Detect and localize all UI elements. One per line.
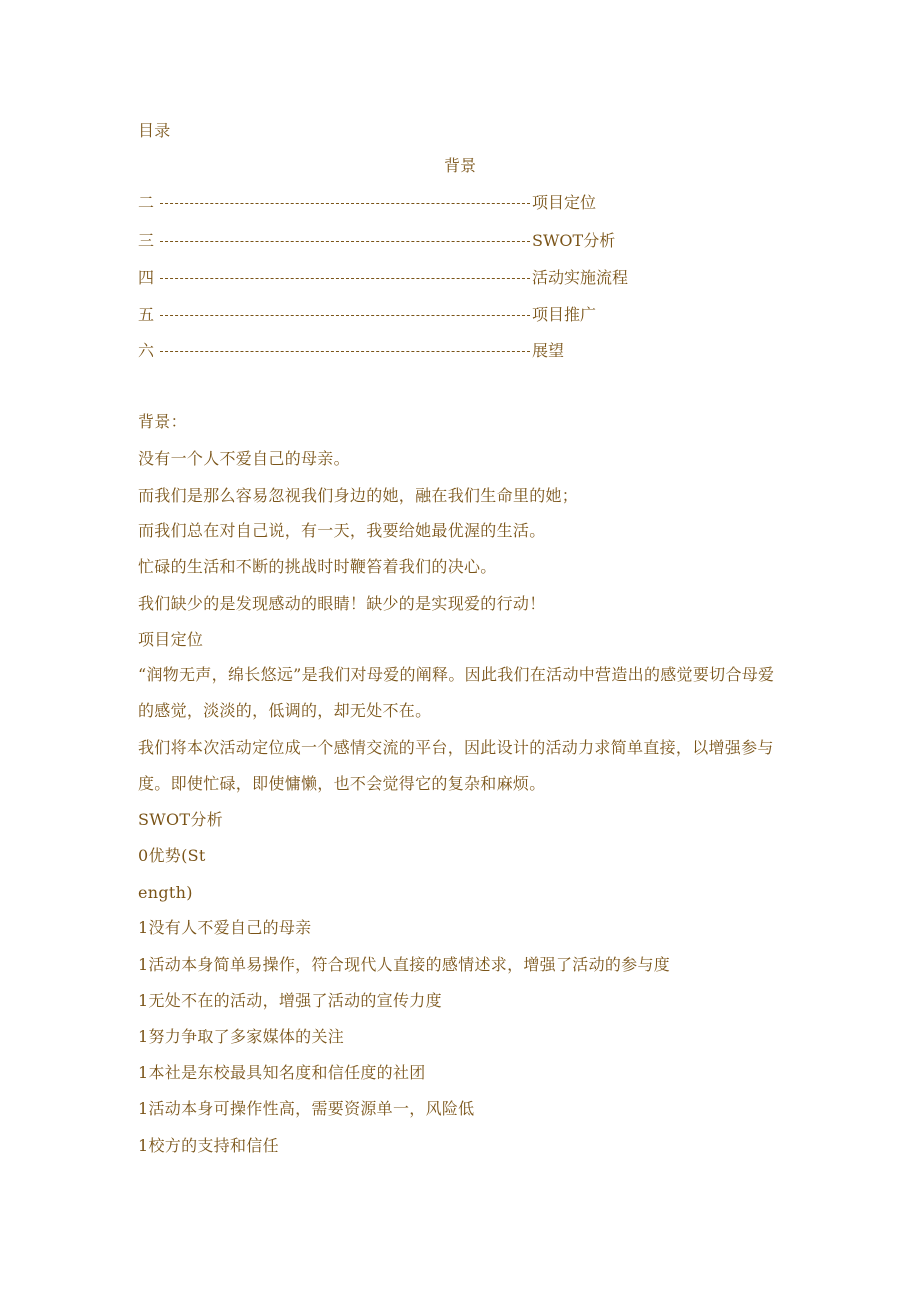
- swot-strength-label-cont: ength): [138, 883, 193, 902]
- toc-item-title: 项目定位: [532, 193, 597, 212]
- toc-item-number: 二: [138, 193, 155, 212]
- toc-item-number: 三: [138, 231, 155, 250]
- toc-leader-dashes: [160, 351, 530, 352]
- toc-leader-dashes: [160, 241, 530, 242]
- toc-leader-dashes: [160, 278, 530, 279]
- toc-heading: 目录: [138, 121, 171, 140]
- toc-item-number: 六: [138, 341, 155, 360]
- background-line: 而我们是那么容易忽视我们身边的她，融在我们生命里的她；: [138, 486, 579, 505]
- positioning-heading: 项目定位: [138, 630, 204, 649]
- toc-item-number: 四: [138, 268, 155, 287]
- background-line: 忙碌的生活和不断的挑战时时鞭笞着我们的决心。: [138, 557, 497, 576]
- swot-strength-item: 1无处不在的活动，增强了活动的宣传力度: [138, 991, 442, 1010]
- swot-strength-item: 1活动本身可操作性高，需要资源单一，风险低: [138, 1099, 475, 1118]
- toc-item: [138, 231, 738, 251]
- swot-heading: SWOT分析: [138, 810, 223, 829]
- swot-strength-label: 0优势(St: [138, 846, 206, 865]
- swot-strength-item: 1本社是东校最具知名度和信任度的社团: [138, 1063, 426, 1082]
- toc-item-title: 展望: [532, 341, 565, 360]
- positioning-paragraph: 我们将本次活动定位成一个感情交流的平台，因此设计的活动力求简单直接，以增强参与度。即使忙碌，即使慵懒，也不会觉得它的复杂和麻烦。: [138, 738, 774, 793]
- toc-item-title: 项目推广: [532, 305, 597, 324]
- toc-leader-dashes: [160, 203, 530, 204]
- toc-leader-dashes: [160, 315, 530, 316]
- background-line: 而我们总在对自己说，有一天，我要给她最优渥的生活。: [138, 521, 546, 540]
- toc-item: [138, 268, 738, 288]
- positioning-paragraph: “润物无声，绵长悠远”是我们对母爱的阐释。因此我们在活动中营造出的感觉要切合母爱的感觉，淡淡的，低调的，却无处不在。: [138, 665, 775, 720]
- toc-item: [138, 341, 738, 361]
- background-line: 没有一个人不爱自己的母亲。: [138, 449, 350, 468]
- swot-strength-item: 1活动本身简单易操作，符合现代人直接的感情述求，增强了活动的参与度: [138, 955, 671, 974]
- toc-item: [138, 305, 738, 325]
- toc-item-title: SWOT分析: [532, 231, 616, 250]
- toc-item-title: 活动实施流程: [532, 268, 629, 287]
- background-line: 我们缺少的是发现感动的眼睛！缺少的是实现爱的行动！: [138, 594, 546, 613]
- swot-strength-item: 1努力争取了多家媒体的关注: [138, 1027, 345, 1046]
- toc-center-title: 背景: [443, 156, 476, 175]
- background-heading: 背景：: [138, 412, 187, 431]
- swot-strength-item: 1校方的支持和信任: [138, 1136, 279, 1155]
- toc-item: [138, 193, 738, 213]
- toc-item-number: 五: [138, 305, 155, 324]
- swot-strength-item: 1没有人不爱自己的母亲: [138, 918, 312, 937]
